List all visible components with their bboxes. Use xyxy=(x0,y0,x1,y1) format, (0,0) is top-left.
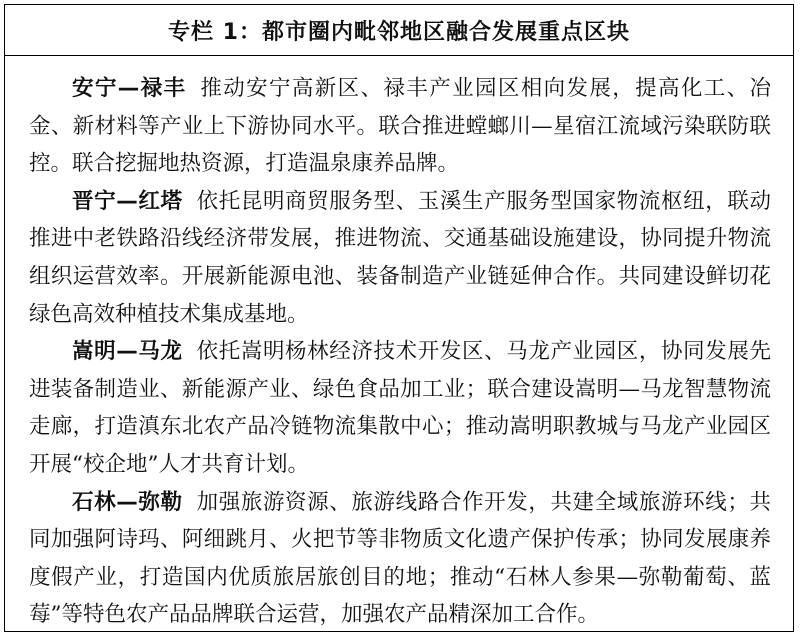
section-shilin-mile xyxy=(29,484,771,634)
section-songming-malong xyxy=(29,333,771,483)
section-text: 加强旅游资源、旅游线路合作开发，共建全域旅游环线；共同加强阿诗玛、阿细跳月、火把节等非物质文化遗产保护传承；协同发展康养度假产业，打造国内优质旅居旅创目的地；推动“石林人参果—弥勒葡萄、蓝莓”等特色农产品品牌联合运营，加强农产品精深加工合作。 xyxy=(29,489,771,628)
section-heading: 晋宁—红塔 xyxy=(72,188,183,214)
box-title: 专栏 1：都市圈内毗邻地区融合发展重点区块 xyxy=(5,5,793,56)
section-heading: 石林—弥勒 xyxy=(72,489,183,515)
section-heading: 安宁—禄丰 xyxy=(72,76,187,101)
section-text: 依托嵩明杨林经济技术开发区、马龙产业园区，协同发展先进装备制造业、新能源产业、绿色食品加工业；联合建设嵩明—马龙智慧物流走廊，打造滇东北农产品冷链物流集散中心；推动嵩明职教城与马龙产业园区开展“校企地”人才共育计划。 xyxy=(29,339,771,477)
section-jinning-hongta xyxy=(29,183,771,333)
section-heading: 嵩明—马龙 xyxy=(72,339,183,365)
section-anning-lufeng xyxy=(29,70,771,183)
box-content xyxy=(5,56,793,634)
section-text: 推动安宁高新区、禄丰产业园区相向发展，提高化工、冶金、新材料等产业上下游协同水平。联合推进螳螂川—星宿江流域污染联防联控。联合挖掘地热资源，打造温泉康养品牌。 xyxy=(29,76,771,177)
feature-box xyxy=(4,4,794,632)
section-text: 依托昆明商贸服务型、玉溪生产服务型国家物流枢纽，联动推进中老铁路沿线经济带发展，推进物流、交通基础设施建设，协同提升物流组织运营效率。开展新能源电池、装备制造产业链延伸合作。共同建设鲜切花绿色高效种植技术集成基地。 xyxy=(29,188,771,327)
